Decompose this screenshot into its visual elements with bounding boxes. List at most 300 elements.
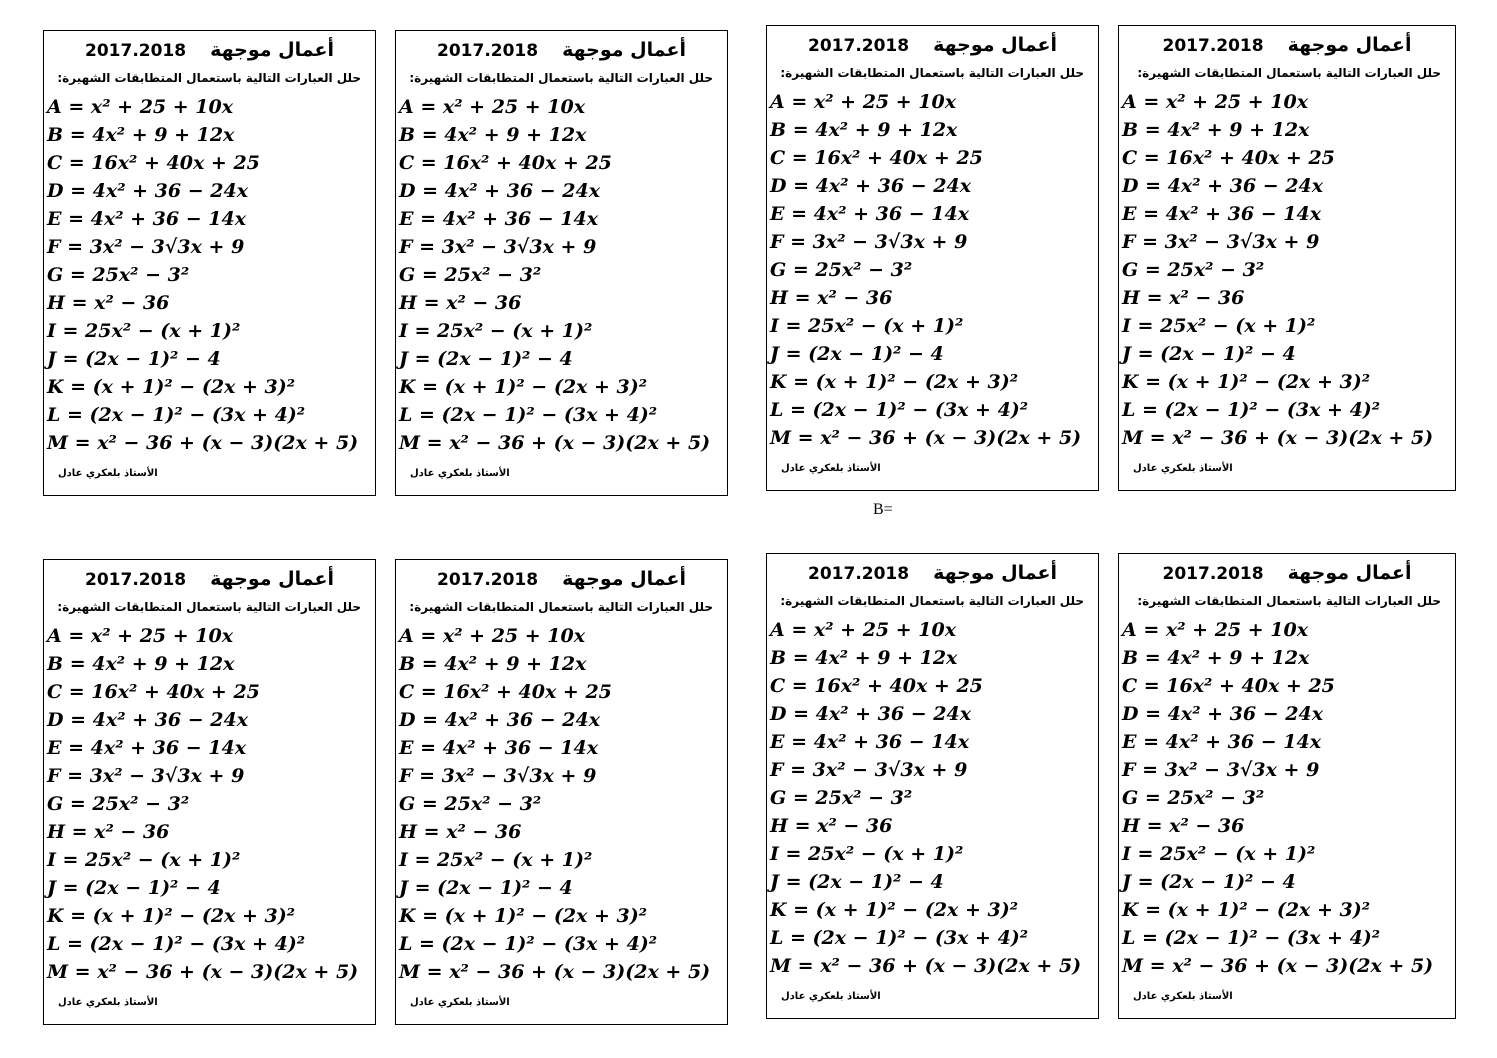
expression-value: = 25x² − 3²	[792, 787, 913, 809]
expression-value: = 4x² + 36 − 24x	[70, 709, 249, 731]
expression-line	[399, 678, 725, 706]
card-header	[767, 34, 1098, 62]
expression-value: = 3x² − 3√3x + 9	[790, 759, 968, 781]
expression-line	[399, 345, 725, 373]
expression-list	[770, 616, 1096, 980]
expression-value: = x² − 36 + (x − 3)(2x + 5)	[797, 955, 1082, 977]
expression-line	[47, 958, 373, 986]
expression-line	[1122, 700, 1453, 728]
expression-value: = (2x − 1)² − 4	[62, 348, 221, 370]
worksheet-card	[395, 559, 728, 1025]
expression-line	[770, 228, 1096, 256]
expression-line	[770, 924, 1096, 952]
expression-value: = 25x² − 3²	[792, 259, 913, 281]
school-year: 2017.2018	[85, 41, 187, 61]
expression-value: = 16x² + 40x + 25	[1143, 147, 1335, 169]
expression-value: = 25x² − 3²	[1144, 259, 1265, 281]
expression-value: = x² − 36 + (x − 3)(2x + 5)	[74, 432, 359, 454]
expression-line	[770, 172, 1096, 200]
card-header	[44, 568, 375, 596]
expression-line	[770, 728, 1096, 756]
worksheet-card	[43, 559, 376, 1025]
expression-value: = 3x² − 3√3x + 9	[67, 765, 245, 787]
expression-line	[399, 958, 725, 986]
expression-value: = x² − 36 + (x − 3)(2x + 5)	[1149, 955, 1434, 977]
expression-value: = (2x − 1)² − (3x + 4)²	[789, 399, 1029, 421]
expression-line	[1122, 784, 1453, 812]
expression-line	[770, 256, 1096, 284]
expression-value: = x² − 36	[794, 287, 893, 309]
card-header	[767, 562, 1098, 590]
expression-value: = 4x² + 36 − 24x	[1145, 175, 1324, 197]
expression-line	[1122, 312, 1453, 340]
expression-variable: M	[47, 961, 69, 983]
expression-value: = (2x − 1)² − 4	[414, 877, 573, 899]
expression-line	[770, 424, 1096, 452]
expression-variable: M	[399, 432, 421, 454]
expression-list	[47, 93, 373, 457]
card-title: أعمال موجهة	[1287, 34, 1412, 56]
expression-variable: L	[47, 404, 61, 426]
expression-line	[399, 706, 725, 734]
expression-value: = 25x² − (x + 1)²	[62, 849, 241, 871]
expression-line	[399, 762, 725, 790]
expression-value: = 25x² − 3²	[69, 264, 190, 286]
expression-line	[770, 284, 1096, 312]
teacher-signature: الأستاذ بلعكري عادل	[58, 468, 158, 479]
expression-variable: A	[399, 96, 414, 118]
expression-value: = (2x − 1)² − 4	[1137, 343, 1296, 365]
expression-variable: G	[399, 793, 416, 815]
instruction-text: حلل العبارات التالية باستعمال المتطابقات الشهيرة:	[57, 71, 361, 85]
expression-variable: D	[47, 709, 64, 731]
expression-variable: H	[399, 292, 417, 314]
expression-value: = (2x − 1)² − 4	[1137, 871, 1296, 893]
expression-line	[47, 902, 373, 930]
expression-value: = 3x² − 3√3x + 9	[419, 236, 597, 258]
expression-value: = 4x² + 36 − 14x	[1143, 203, 1322, 225]
expression-line	[770, 116, 1096, 144]
expression-value: = x² − 36 + (x − 3)(2x + 5)	[426, 432, 711, 454]
expression-line	[770, 616, 1096, 644]
expression-line	[47, 762, 373, 790]
expression-value: = 4x² + 9 + 12x	[792, 647, 958, 669]
expression-value: = (x + 1)² − (2x + 3)²	[1145, 899, 1371, 921]
instruction-text: حلل العبارات التالية باستعمال المتطابقات الشهيرة:	[57, 600, 361, 614]
expression-variable: D	[47, 180, 64, 202]
expression-line	[47, 734, 373, 762]
expression-variable: H	[399, 821, 417, 843]
teacher-signature: الأستاذ بلعكري عادل	[410, 468, 510, 479]
expression-value: = 16x² + 40x + 25	[1143, 675, 1335, 697]
expression-line	[1122, 396, 1453, 424]
expression-value: = 16x² + 40x + 25	[68, 152, 260, 174]
school-year: 2017.2018	[437, 570, 539, 590]
expression-variable: K	[47, 905, 64, 927]
expression-line	[770, 200, 1096, 228]
expression-variable: B	[770, 119, 787, 141]
expression-variable: A	[1122, 91, 1137, 113]
expression-value: = x² − 36	[1146, 815, 1245, 837]
expression-line	[770, 784, 1096, 812]
expression-list	[47, 622, 373, 986]
card-title: أعمال موجهة	[562, 39, 686, 61]
expression-line	[47, 650, 373, 678]
expression-value: = (x + 1)² − (2x + 3)²	[1145, 371, 1371, 393]
expression-variable: L	[1122, 399, 1136, 421]
expression-line	[47, 345, 373, 373]
expression-line	[1122, 116, 1453, 144]
expression-variable: F	[1122, 231, 1136, 253]
expression-value: = 4x² + 36 − 24x	[422, 180, 601, 202]
expression-line	[1122, 172, 1453, 200]
expression-line	[47, 317, 373, 345]
expression-variable: B	[1122, 647, 1139, 669]
expression-value: = 4x² + 36 − 24x	[793, 703, 972, 725]
expression-line	[47, 846, 373, 874]
card-header	[396, 568, 727, 596]
card-title: أعمال موجهة	[210, 39, 334, 61]
expression-value: = 25x² − 3²	[1144, 787, 1265, 809]
expression-value: = 4x² + 36 − 14x	[68, 737, 247, 759]
expression-list	[399, 93, 725, 457]
expression-variable: F	[47, 236, 61, 258]
expression-value: = 25x² − 3²	[421, 793, 542, 815]
expression-variable: A	[47, 625, 62, 647]
expression-value: = 25x² − 3²	[69, 793, 190, 815]
expression-line	[47, 233, 373, 261]
expression-value: = x² − 36	[71, 821, 170, 843]
expression-value: = (2x − 1)² − (3x + 4)²	[789, 927, 1029, 949]
expression-variable: D	[770, 703, 787, 725]
expression-value: = (x + 1)² − (2x + 3)²	[70, 905, 296, 927]
expression-variable: F	[399, 765, 413, 787]
expression-value: = 4x² + 36 − 24x	[1145, 703, 1324, 725]
expression-line	[399, 902, 725, 930]
expression-line	[770, 952, 1096, 980]
school-year: 2017.2018	[1162, 564, 1264, 584]
expression-line	[770, 368, 1096, 396]
expression-line	[47, 706, 373, 734]
expression-value: = 3x² − 3√3x + 9	[1142, 759, 1320, 781]
expression-variable: G	[1122, 259, 1139, 281]
expression-value: = x² − 36 + (x − 3)(2x + 5)	[426, 961, 711, 983]
expression-value: = 4x² + 9 + 12x	[69, 124, 235, 146]
expression-variable: J	[1122, 871, 1131, 893]
expression-value: = (x + 1)² − (2x + 3)²	[422, 376, 648, 398]
school-year: 2017.2018	[808, 564, 910, 584]
expression-variable: A	[399, 625, 414, 647]
expression-variable: K	[1122, 899, 1139, 921]
expression-line	[399, 734, 725, 762]
expression-line	[1122, 952, 1453, 980]
expression-variable: H	[47, 292, 65, 314]
expression-line	[399, 261, 725, 289]
expression-variable: G	[770, 787, 787, 809]
expression-value: = 16x² + 40x + 25	[68, 681, 260, 703]
expression-value: = 16x² + 40x + 25	[420, 681, 612, 703]
expression-line	[1122, 756, 1453, 784]
expression-variable: C	[47, 152, 63, 174]
expression-line	[770, 672, 1096, 700]
expression-line	[47, 678, 373, 706]
expression-value: = 3x² − 3√3x + 9	[419, 765, 597, 787]
expression-line	[47, 429, 373, 457]
expression-value: = 4x² + 36 − 24x	[422, 709, 601, 731]
expression-value: = x² + 25 + 10x	[68, 625, 234, 647]
expression-value: = 25x² − (x + 1)²	[1137, 315, 1316, 337]
expression-variable: G	[770, 259, 787, 281]
expression-variable: C	[47, 681, 63, 703]
expression-line	[770, 896, 1096, 924]
expression-value: = (2x − 1)² − 4	[62, 877, 221, 899]
expression-value: = 4x² + 9 + 12x	[792, 119, 958, 141]
expression-value: = 4x² + 36 − 14x	[791, 203, 970, 225]
expression-value: = 4x² + 9 + 12x	[421, 653, 587, 675]
expression-line	[1122, 812, 1453, 840]
expression-value: = x² − 36	[1146, 287, 1245, 309]
expression-variable: E	[770, 731, 785, 753]
expression-line	[1122, 340, 1453, 368]
expression-line	[1122, 368, 1453, 396]
expression-value: = 4x² + 36 − 14x	[791, 731, 970, 753]
expression-value: = 4x² + 9 + 12x	[1144, 647, 1310, 669]
expression-value: = (x + 1)² − (2x + 3)²	[793, 371, 1019, 393]
expression-variable: I	[399, 320, 408, 342]
expression-value: = (2x − 1)² − 4	[785, 871, 944, 893]
card-header	[1119, 562, 1455, 590]
expression-value: = 25x² − (x + 1)²	[62, 320, 241, 342]
expression-variable: H	[1122, 815, 1140, 837]
teacher-signature: الأستاذ بلعكري عادل	[781, 463, 881, 474]
expression-line	[399, 846, 725, 874]
expression-line	[399, 177, 725, 205]
school-year: 2017.2018	[437, 41, 539, 61]
expression-line	[399, 650, 725, 678]
expression-value: = 16x² + 40x + 25	[791, 147, 983, 169]
expression-line	[1122, 924, 1453, 952]
expression-line	[47, 205, 373, 233]
expression-variable: F	[1122, 759, 1136, 781]
expression-value: = x² − 36	[794, 815, 893, 837]
expression-value: = 3x² − 3√3x + 9	[1142, 231, 1320, 253]
expression-variable: K	[1122, 371, 1139, 393]
expression-line	[399, 233, 725, 261]
expression-value: = (2x − 1)² − (3x + 4)²	[66, 404, 306, 426]
expression-variable: B	[47, 653, 64, 675]
expression-variable: F	[770, 759, 784, 781]
expression-variable: B	[1122, 119, 1139, 141]
expression-value: = 4x² + 9 + 12x	[1144, 119, 1310, 141]
school-year: 2017.2018	[1162, 36, 1264, 56]
school-year: 2017.2018	[808, 36, 910, 56]
expression-variable: C	[399, 681, 415, 703]
expression-line	[1122, 88, 1453, 116]
expression-variable: C	[399, 152, 415, 174]
expression-value: = (2x − 1)² − 4	[785, 343, 944, 365]
expression-variable: B	[770, 647, 787, 669]
school-year: 2017.2018	[85, 570, 187, 590]
expression-value: = (2x − 1)² − (3x + 4)²	[1141, 399, 1381, 421]
expression-value: = 4x² + 36 − 24x	[70, 180, 249, 202]
expression-value: = (2x − 1)² − (3x + 4)²	[1141, 927, 1381, 949]
expression-line	[47, 121, 373, 149]
expression-line	[770, 812, 1096, 840]
expression-value: = x² + 25 + 10x	[1143, 619, 1309, 641]
instruction-text: حلل العبارات التالية باستعمال المتطابقات الشهيرة:	[1137, 66, 1441, 80]
expression-line	[770, 312, 1096, 340]
expression-value: = 25x² − 3²	[421, 264, 542, 286]
expression-value: = x² − 36	[423, 292, 522, 314]
expression-variable: E	[399, 737, 414, 759]
expression-line	[47, 149, 373, 177]
worksheet-card	[1118, 553, 1456, 1019]
expression-value: = 4x² + 9 + 12x	[69, 653, 235, 675]
card-header	[396, 39, 727, 67]
expression-variable: L	[399, 933, 413, 955]
expression-variable: E	[47, 208, 62, 230]
expression-variable: K	[770, 371, 787, 393]
expression-value: = 16x² + 40x + 25	[791, 675, 983, 697]
expression-value: = (2x − 1)² − (3x + 4)²	[418, 933, 658, 955]
expression-line	[1122, 840, 1453, 868]
expression-variable: L	[770, 399, 784, 421]
expression-variable: M	[1122, 955, 1144, 977]
expression-line	[399, 429, 725, 457]
expression-variable: C	[1122, 675, 1138, 697]
expression-value: = 4x² + 36 − 14x	[1143, 731, 1322, 753]
expression-variable: G	[399, 264, 416, 286]
expression-variable: E	[47, 737, 62, 759]
worksheet-card	[766, 553, 1099, 1019]
expression-variable: I	[399, 849, 408, 871]
expression-line	[770, 144, 1096, 172]
expression-value: = x² + 25 + 10x	[420, 625, 586, 647]
instruction-text: حلل العبارات التالية باستعمال المتطابقات الشهيرة:	[1137, 594, 1441, 608]
expression-value: = x² + 25 + 10x	[791, 619, 957, 641]
expression-value: = 4x² + 36 − 14x	[420, 737, 599, 759]
expression-line	[1122, 616, 1453, 644]
expression-line	[399, 289, 725, 317]
expression-variable: M	[770, 955, 792, 977]
instruction-text: حلل العبارات التالية باستعمال المتطابقات الشهيرة:	[780, 66, 1084, 80]
card-title: أعمال موجهة	[1287, 562, 1412, 584]
expression-variable: D	[770, 175, 787, 197]
expression-variable: B	[399, 124, 416, 146]
teacher-signature: الأستاذ بلعكري عادل	[1133, 991, 1233, 1002]
expression-value: = 3x² − 3√3x + 9	[790, 231, 968, 253]
expression-variable: K	[770, 899, 787, 921]
expression-line	[1122, 200, 1453, 228]
expression-line	[47, 790, 373, 818]
expression-line	[770, 88, 1096, 116]
expression-variable: J	[1122, 343, 1131, 365]
expression-value: = (x + 1)² − (2x + 3)²	[422, 905, 648, 927]
worksheet-card	[395, 30, 728, 496]
expression-list	[399, 622, 725, 986]
expression-line	[770, 644, 1096, 672]
instruction-text: حلل العبارات التالية باستعمال المتطابقات الشهيرة:	[780, 594, 1084, 608]
expression-variable: J	[47, 877, 56, 899]
expression-line	[1122, 644, 1453, 672]
expression-line	[770, 868, 1096, 896]
expression-variable: G	[1122, 787, 1139, 809]
expression-variable: D	[399, 180, 416, 202]
expression-variable: I	[770, 843, 779, 865]
expression-variable: I	[770, 315, 779, 337]
expression-variable: H	[770, 815, 788, 837]
expression-variable: E	[1122, 731, 1137, 753]
expression-variable: D	[1122, 703, 1139, 725]
expression-value: = 25x² − (x + 1)²	[1137, 843, 1316, 865]
expression-variable: J	[770, 343, 779, 365]
expression-variable: A	[770, 91, 785, 113]
expression-value: = (2x − 1)² − 4	[414, 348, 573, 370]
expression-value: = x² − 36 + (x − 3)(2x + 5)	[1149, 427, 1434, 449]
expression-line	[399, 622, 725, 650]
worksheet-card	[766, 25, 1099, 491]
expression-line	[1122, 144, 1453, 172]
expression-variable: I	[47, 849, 56, 871]
expression-value: = x² + 25 + 10x	[791, 91, 957, 113]
expression-line	[770, 756, 1096, 784]
expression-value: = 25x² − (x + 1)²	[785, 315, 964, 337]
expression-value: = x² − 36 + (x − 3)(2x + 5)	[74, 961, 359, 983]
expression-line	[770, 396, 1096, 424]
expression-value: = 25x² − (x + 1)²	[785, 843, 964, 865]
expression-value: = 25x² − (x + 1)²	[414, 849, 593, 871]
expression-variable: J	[399, 877, 408, 899]
expression-variable: E	[399, 208, 414, 230]
expression-variable: A	[47, 96, 62, 118]
expression-variable: G	[47, 264, 64, 286]
expression-line	[1122, 256, 1453, 284]
card-title: أعمال موجهة	[933, 34, 1057, 56]
expression-value: = 4x² + 36 − 14x	[68, 208, 247, 230]
card-header	[1119, 34, 1455, 62]
expression-value: = 4x² + 36 − 24x	[793, 175, 972, 197]
expression-variable: I	[1122, 843, 1131, 865]
expression-variable: H	[770, 287, 788, 309]
expression-variable: J	[47, 348, 56, 370]
expression-variable: D	[399, 709, 416, 731]
expression-line	[399, 930, 725, 958]
expression-line	[399, 93, 725, 121]
teacher-signature: الأستاذ بلعكري عادل	[410, 997, 510, 1008]
expression-line	[399, 401, 725, 429]
expression-variable: L	[1122, 927, 1136, 949]
expression-variable: M	[1122, 427, 1144, 449]
expression-variable: I	[1122, 315, 1131, 337]
expression-variable: M	[770, 427, 792, 449]
expression-line	[47, 401, 373, 429]
expression-line	[47, 261, 373, 289]
expression-variable: G	[47, 793, 64, 815]
expression-value: = (x + 1)² − (2x + 3)²	[70, 376, 296, 398]
expression-value: = x² + 25 + 10x	[420, 96, 586, 118]
expression-value: = 4x² + 36 − 14x	[420, 208, 599, 230]
expression-line	[399, 818, 725, 846]
expression-variable: E	[1122, 203, 1137, 225]
card-title: أعمال موجهة	[562, 568, 686, 590]
teacher-signature: الأستاذ بلعكري عادل	[1133, 463, 1233, 474]
expression-list	[770, 88, 1096, 452]
expression-variable: F	[47, 765, 61, 787]
expression-value: = (2x − 1)² − (3x + 4)²	[418, 404, 658, 426]
expression-list	[1122, 88, 1453, 452]
expression-line	[399, 874, 725, 902]
card-header	[44, 39, 375, 67]
